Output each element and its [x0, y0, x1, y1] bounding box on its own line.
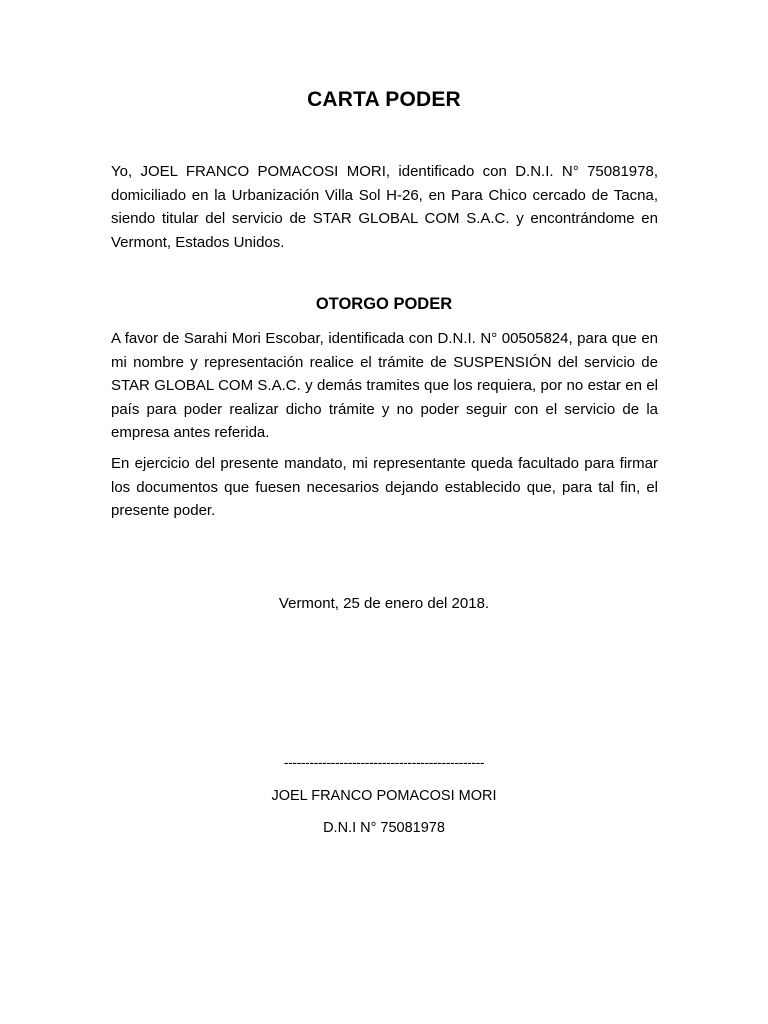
- document-title: CARTA PODER: [307, 88, 461, 111]
- signature-line: -----------------------------------------------: [283, 754, 485, 770]
- section-heading: OTORGO PODER: [315, 295, 453, 313]
- mandate-paragraph: En ejercicio del presente mandato, mi representante queda facultado para firmar los documentos que fuesen necesarios dejando establecido que, para tal fin, el presente poder.: [111, 455, 658, 519]
- signer-name: JOEL FRANCO POMACOSI MORI: [271, 788, 497, 804]
- date-line: Vermont, 25 de enero del 2018.: [278, 595, 490, 612]
- signer-dni: D.N.I N° 75081978: [323, 820, 445, 836]
- grant-paragraph: A favor de Sarahi Mori Escobar, identificada con D.N.I. N° 00505824, para que en mi nombre y representación realice el trámite de SUSPENSIÓN del servicio de STAR GLOBAL COM S.A.C. y demás tramites que los requiera, por no estar en el país para poder realizar dicho trámite y no poder seguir con el servicio de la empresa antes referida.: [111, 330, 658, 441]
- grantor-paragraph: Yo, JOEL FRANCO POMACOSI MORI, identificado con D.N.I. N° 75081978, domiciliado en la Urbanización Villa Sol H-26, en Para Chico cercado de Tacna, siendo titular del servicio de STAR GLOBAL COM S.A.C. y encontrándome en Vermont, Estados Unidos.: [111, 163, 658, 251]
